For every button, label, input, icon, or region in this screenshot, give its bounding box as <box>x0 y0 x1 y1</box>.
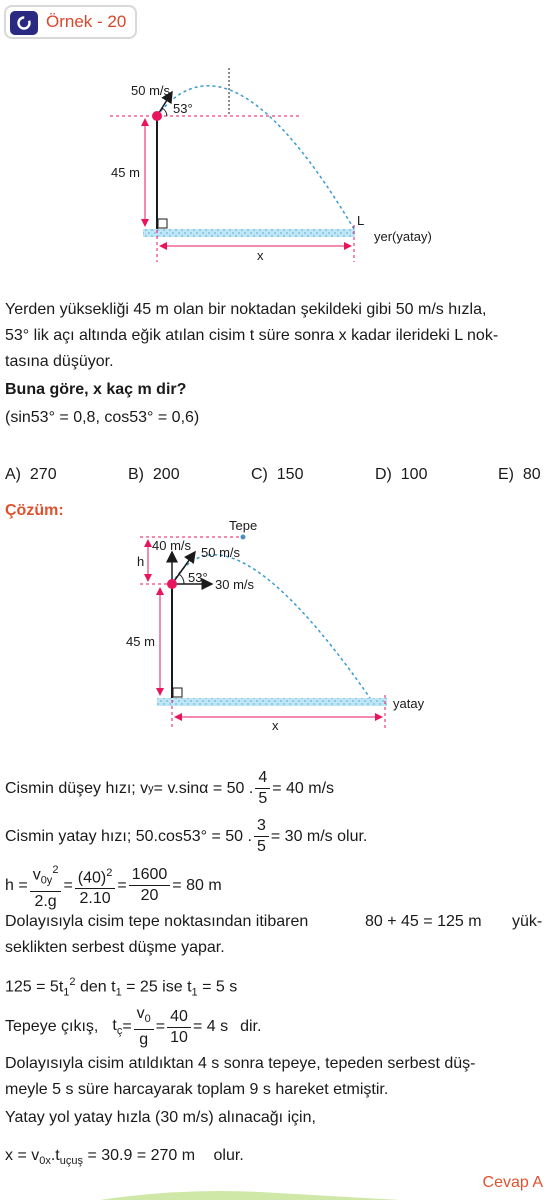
height-label: 45 m <box>111 165 140 180</box>
given-values: (sin53° = 0,8, cos53° = 0,6) <box>5 409 200 426</box>
solution-title: Çözüm: <box>5 502 64 519</box>
projectile-2 <box>167 579 177 589</box>
problem-line-1: Yerden yüksekliği 45 m olan bir noktadan şekildeki gibi 50 m/s hızla, <box>5 301 487 318</box>
horizontal-note: Yatay yol yatay hızla (30 m/s) alınacağı için, <box>5 1109 316 1126</box>
ground-label: yer(yatay) <box>374 229 432 244</box>
height-label-2: 45 m <box>126 634 155 649</box>
projectile <box>152 111 162 121</box>
ground-strip-2 <box>157 698 387 706</box>
angle-arc-2 <box>179 574 184 584</box>
option-b: B) 200 <box>128 466 180 483</box>
bottom-ribbon <box>0 1188 555 1200</box>
final-equation: $x = v_{0x}.t_{uçuş} = 30.9 = 270$ m olur. <box>5 1147 244 1168</box>
solution-figure <box>0 510 555 735</box>
drop-line-1-c: yük- <box>512 913 543 930</box>
option-c: C) 150 <box>251 466 304 483</box>
distance-label-2: x <box>272 718 279 733</box>
rise-time-equation: Tepeye çıkış, $t_ç$ = $\frac{v_0}{g}$ = $\frac{40}{10}$ = 4 s dir. <box>5 1005 262 1049</box>
problem-line-2: 53° lik açı altında eğik atılan cisim t süre sonra x kadar ilerideki L nok- <box>5 327 499 344</box>
peak-label: Tepe <box>229 518 258 533</box>
drop-line-2: seklikten serbest düşme yapar. <box>5 939 225 956</box>
velocity-label-2: 50 m/s <box>201 545 241 560</box>
vertical-velocity-equation: Cismin düşey hızı; v y = v.sinα = 50 . $\frac{4}{5}$ = 40 m/s <box>5 769 335 807</box>
distance-label: x <box>257 248 264 263</box>
free-fall-equation: $125 = 5t_1^2$ den $t_1 = 25$ ise $t_1 = 5$ s <box>5 976 238 999</box>
initial-velocity-label: 50 m/s <box>131 83 171 98</box>
angle-label-2: 53° <box>188 570 208 585</box>
summary-line-2: meyle 5 s süre harcayarak toplam 9 s hareket etmiştir. <box>5 1081 389 1098</box>
ground-label-2: yatay <box>393 696 425 711</box>
horizontal-velocity-equation: Cismin yatay hızı; 50.cos53° = 50 . $\frac{3}{5}$ = 30 m/s olur. <box>5 817 368 855</box>
option-a: A) 270 <box>5 466 57 483</box>
summary-line-1: Dolayısıyla cisim atıldıktan 4 s sonra tepeye, tepeden serbest düş- <box>5 1055 476 1072</box>
angle-label: 53° <box>173 101 193 116</box>
drop-line-1-a: Dolayısıyla cisim tepe noktasından itibaren <box>5 913 309 930</box>
right-angle-mark <box>158 219 167 228</box>
drop-line-1-b: 80 + 45 = 125 m <box>365 913 482 930</box>
problem-figure <box>0 0 555 280</box>
landing-point-label: L <box>357 213 365 228</box>
answer-label: Cevap A <box>482 1174 543 1191</box>
fraction-4-5: $\frac{4}{5}$ <box>255 768 270 809</box>
h-label: h <box>137 554 145 569</box>
fraction-3-5: $\frac{3}{5}$ <box>254 816 269 857</box>
horizontal-velocity-label: 30 m/s <box>215 577 255 592</box>
option-d: D) 100 <box>375 466 428 483</box>
problem-line-3: tasına düşüyor. <box>5 353 114 370</box>
example-title: Örnek - 20 <box>46 12 127 31</box>
ground-strip <box>143 229 355 237</box>
question: Buna göre, x kaç m dir? <box>5 381 187 398</box>
vertical-velocity-label: 40 m/s <box>152 538 192 553</box>
option-e: E) 80 <box>498 466 541 483</box>
right-angle-mark-2 <box>173 688 182 697</box>
max-height-equation: h = $\frac{v_{0y}^2}{2.g}$ = $\frac{(40)^2}{2.10}$ = $\frac{1600}{20}$ = 80 m <box>5 860 222 912</box>
